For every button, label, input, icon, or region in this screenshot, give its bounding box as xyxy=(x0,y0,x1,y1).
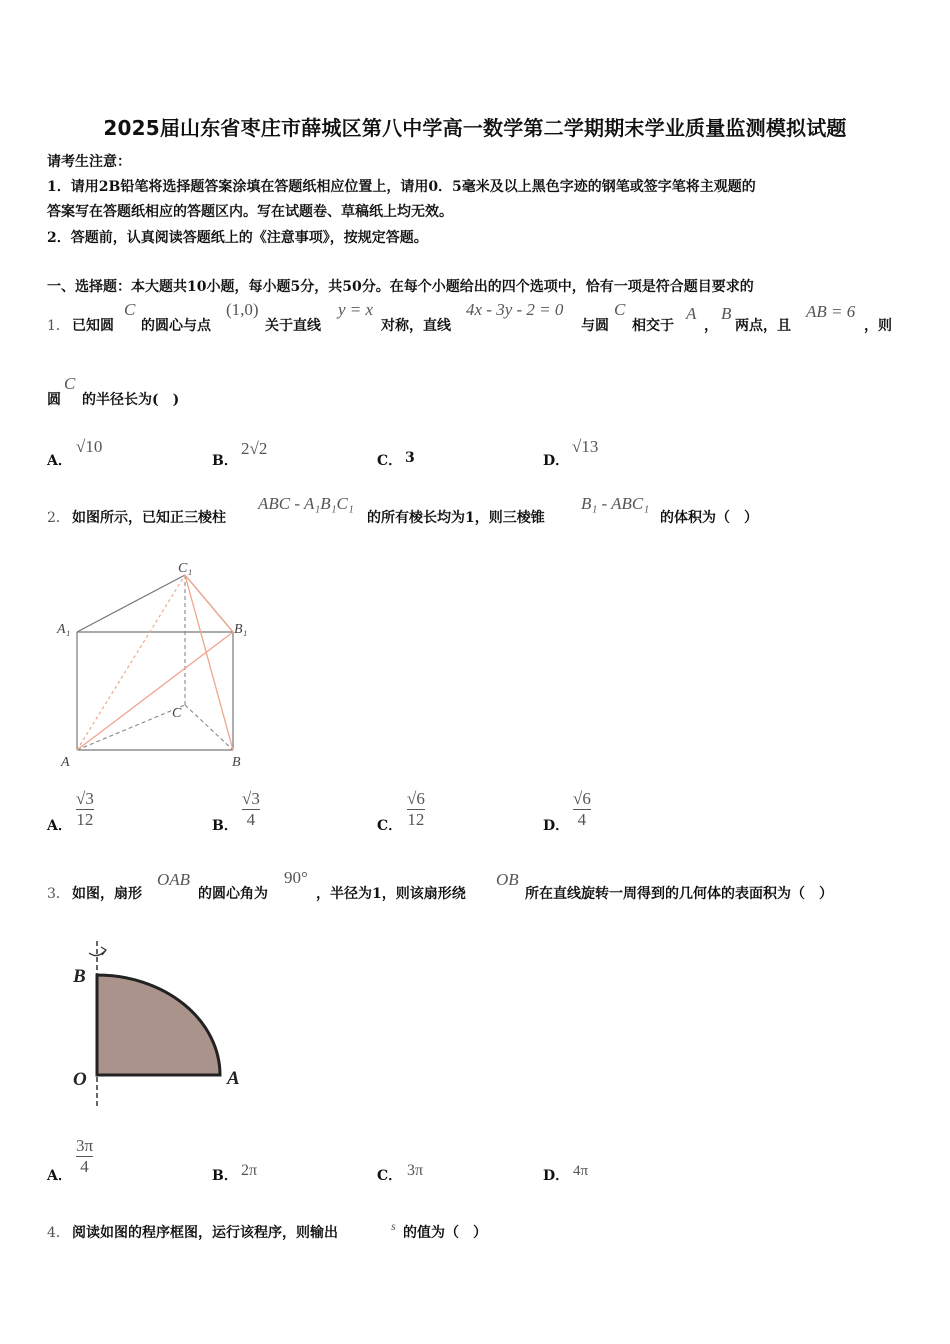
q1-math-line: y = x xyxy=(338,300,374,319)
q1-option-d-value: √13 xyxy=(572,437,599,456)
q3-option-b-label[interactable]: B． xyxy=(212,1168,238,1184)
q3-option-c-label[interactable]: C． xyxy=(377,1168,403,1184)
q4-number: 4． xyxy=(47,1225,70,1241)
sector-figure xyxy=(65,935,260,1115)
sector-label-b: B xyxy=(73,966,86,987)
section-heading: 一、选择题：本大题共10小题，每小题5分，共50分。在每个小题给出的四个选项中，恰有一项是符合题目要求的 xyxy=(47,279,754,295)
q2-math-pyramid: B₁ - ABC₁ xyxy=(581,494,650,513)
q2-text-2: 的所有棱长均为1，则三棱锥 xyxy=(367,510,545,526)
q3-text-3: ，半径为1，则该扇形绕 xyxy=(316,886,466,902)
q4-text-1: 阅读如图的程序框图，运行该程序，则输出 xyxy=(72,1225,338,1241)
q3-option-a-label[interactable]: A． xyxy=(47,1168,72,1184)
q1-text-3: 关于直线 xyxy=(265,318,321,334)
q2-option-a-value: √3 12 xyxy=(76,789,94,829)
q2-option-c-label[interactable]: C． xyxy=(377,818,403,834)
q1-math-equation: 4x - 3y - 2 = 0 xyxy=(466,300,564,319)
q1-number: 1． xyxy=(47,318,70,334)
q1-math-b: B xyxy=(721,304,732,323)
q2-text-1: 如图所示，已知正三棱柱 xyxy=(72,510,226,526)
q1-option-c-value: 3 xyxy=(405,450,415,466)
q2-text-3: 的体积为（ ） xyxy=(660,510,758,526)
q3-math-angle: 90° xyxy=(284,868,308,887)
q2-math-prism: ABC - A₁B₁C₁ xyxy=(258,494,354,513)
q3-text-4: 所在直线旋转一周得到的几何体的表面积为（ ） xyxy=(525,886,833,902)
q1-option-c-label[interactable]: C． xyxy=(377,453,403,469)
q1-math-circle-3: C xyxy=(64,374,76,393)
q3-number: 3． xyxy=(47,886,70,902)
notice-line-1b: 答案写在答题纸相应的答题区内。写在试题卷、草稿纸上均无效。 xyxy=(47,204,453,220)
q1-text-5: 与圆 xyxy=(581,318,609,334)
q1-text-8: 两点，且 xyxy=(735,318,791,334)
q4-text-2: 的值为（ ） xyxy=(403,1225,487,1241)
q1-math-a: A xyxy=(686,304,697,323)
page-title: 2025届山东省枣庄市薛城区第八中学高一数学第二学期期末学业质量监测模拟试题 xyxy=(103,116,847,140)
q1-text-11: 的半径长为( ) xyxy=(82,392,180,408)
prism-label-c1: C₁ xyxy=(178,561,193,576)
q3-math-sector: OAB xyxy=(157,870,191,889)
q1-option-d-label[interactable]: D． xyxy=(543,453,570,469)
q1-text-1: 已知圆 xyxy=(72,318,114,334)
q3-option-b-value: 2π xyxy=(241,1162,258,1179)
q2-option-d-label[interactable]: D． xyxy=(543,818,570,834)
q1-text-9: ，则 xyxy=(864,318,892,334)
q2-option-c-value: √6 12 xyxy=(407,789,425,829)
q3-option-d-label[interactable]: D． xyxy=(543,1168,570,1184)
q3-text-2: 的圆心角为 xyxy=(198,886,268,902)
q2-option-a-label[interactable]: A． xyxy=(47,818,72,834)
prism-label-b1: B₁ xyxy=(234,622,248,637)
q2-option-b-value: √3 4 xyxy=(242,789,260,829)
q1-option-b-label[interactable]: B． xyxy=(212,453,238,469)
q2-option-b-label[interactable]: B． xyxy=(212,818,238,834)
q1-text-6: 相交于 xyxy=(632,318,674,334)
q1-math-ab: AB = 6 xyxy=(806,302,856,321)
q1-option-a-label[interactable]: A． xyxy=(47,453,72,469)
q1-text-2: 的圆心与点 xyxy=(141,318,211,334)
q1-text-7: ， xyxy=(704,318,718,334)
notice-line-2: 2．答题前，认真阅读答题纸上的《注意事项》，按规定答题。 xyxy=(47,230,428,246)
q1-math-circle-2: C xyxy=(614,300,626,319)
sector-label-a: A xyxy=(227,1068,240,1089)
q1-math-circle: C xyxy=(124,300,136,319)
q1-option-a-value: √10 xyxy=(76,437,103,456)
q3-option-a-value: 3π 4 xyxy=(76,1136,94,1176)
sector-label-o: O xyxy=(73,1069,87,1090)
prism-figure xyxy=(50,555,265,775)
prism-label-a1: A₁ xyxy=(57,622,71,637)
q3-option-c-value: 3π xyxy=(407,1162,424,1179)
prism-label-c: C xyxy=(172,706,182,721)
q1-text-4: 对称，直线 xyxy=(381,318,451,334)
q2-option-d-value: √6 4 xyxy=(573,789,591,829)
q3-math-ob: OB xyxy=(496,870,519,889)
q3-option-d-value: 4π xyxy=(573,1163,589,1179)
notice-heading: 请考生注意： xyxy=(47,154,131,170)
notice-line-1a: 1．请用2B铅笔将选择题答案涂填在答题纸相应位置上，请用0．5毫米及以上黑色字迹的钢笔或签字笔将主观题的 xyxy=(47,179,756,195)
q4-math-s: s xyxy=(391,1219,396,1233)
prism-label-a: A xyxy=(61,755,70,770)
q1-math-point: (1,0) xyxy=(226,300,259,319)
prism-label-b: B xyxy=(232,755,241,770)
q2-number: 2． xyxy=(47,510,70,526)
q1-option-b-value: 2√2 xyxy=(241,439,268,458)
q3-text-1: 如图，扇形 xyxy=(72,886,142,902)
q1-text-10: 圆 xyxy=(47,392,61,408)
